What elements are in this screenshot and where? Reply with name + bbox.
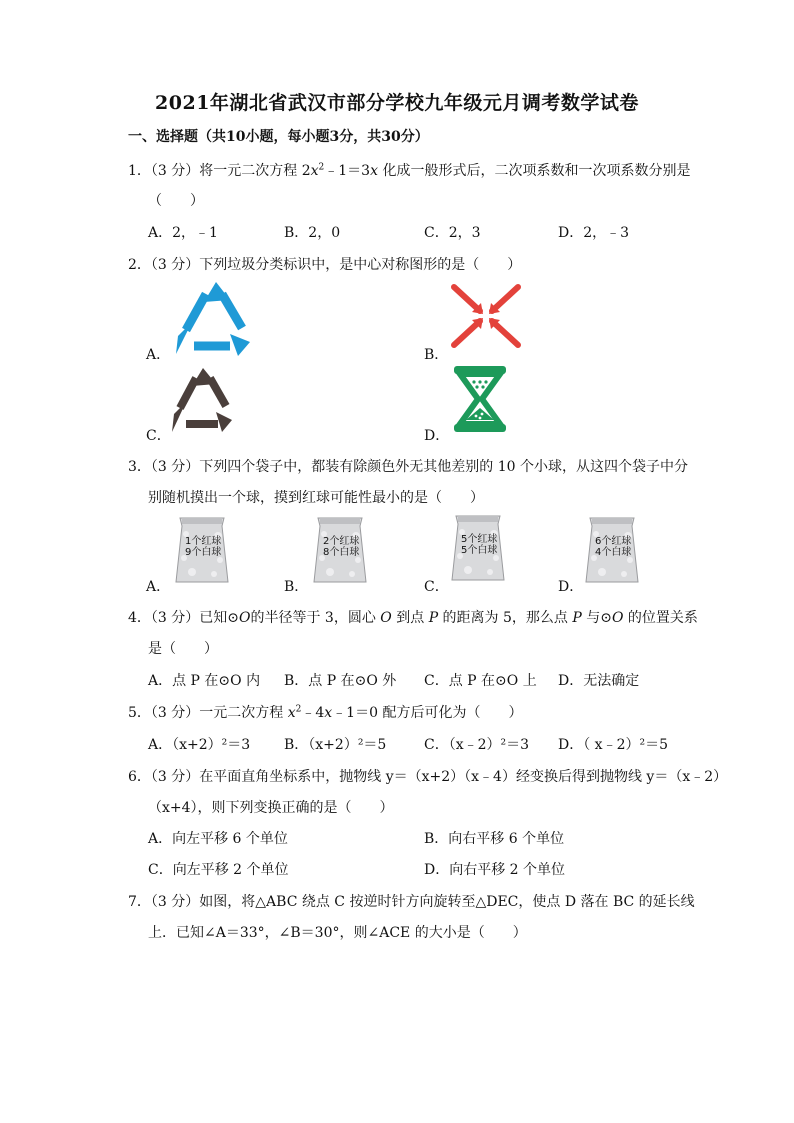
ball-bag-c (450, 512, 506, 584)
q2-option-b: B． (424, 347, 449, 363)
q3-stem: 3．（3 分）下列四个袋子中，都装有除颜色外无其他差别的 10 个小球，从这四个袋子中分 (128, 459, 688, 475)
bag-c-white-count: 5个白球 (461, 545, 498, 556)
q3-stem-cont: 别随机摸出一个球，摸到红球可能性最小的是（ ） (148, 490, 484, 506)
q6-option-c: C．向左平移 2 个单位 (148, 862, 289, 878)
q6-stem: 6．（3 分）在平面直角坐标系中，抛物线 y＝（x+2）（x﹣4）经变换后得到抛物线 y＝（x﹣2） (128, 769, 728, 785)
ball-bag-d (584, 514, 640, 586)
recycle-triangle-dark-icon (170, 366, 236, 434)
q1-option-a: A．2，﹣1 (148, 225, 218, 241)
converging-arrows-icon (450, 283, 522, 349)
q6-option-d: D．向右平移 2 个单位 (424, 862, 566, 878)
q1-stem: 1．（3 分）将一元二次方程 $2x^2﹣1=3x$ 化成一般形式后，二次项系数和一次项系数分别是 (128, 162, 691, 179)
bag-b-red-count: 2个红球 (323, 536, 360, 547)
ball-bag-a (174, 514, 230, 586)
q4-option-b: B．点 P 在⊙O 外 (284, 673, 397, 689)
q5-option-a: A．（x+2）²＝3 (148, 737, 251, 753)
recycle-triangle-icon (172, 280, 256, 356)
page-title: 2021年湖北省武汉市部分学校九年级元月调考数学试卷 (155, 92, 639, 114)
q4-stem: 4．（3 分）已知⊙O的半径等于 3，圆心 O 到点 P 的距离为 5，那么点 P 与⊙O 的位置关系 (128, 610, 698, 626)
bag-a-white-count: 9个白球 (185, 547, 222, 558)
q1-option-c: C．2，3 (424, 225, 481, 241)
q6-stem-cont: （x+4），则下列变换正确的是（ ） (148, 800, 394, 816)
q3-option-a: A． (146, 579, 171, 595)
q7-stem: 7．（3 分）如图，将△ABC 绕点 C 按逆时针方向旋转至△DEC，使点 D 落在 BC 的延长线 (128, 894, 695, 910)
q3-option-c: C． (424, 579, 449, 595)
q5-option-c: C．（x﹣2）²＝3 (424, 737, 530, 753)
q3-option-b: B． (284, 579, 309, 595)
q6-option-b: B．向右平移 6 个单位 (424, 831, 565, 847)
q2-option-d: D． (424, 428, 450, 444)
q4-option-c: C．点 P 在⊙O 上 (424, 673, 537, 689)
q1-option-b: B．2，0 (284, 225, 341, 241)
q4-option-d: D．无法确定 (558, 673, 640, 689)
q2-stem: 2．（3 分）下列垃圾分类标识中，是中心对称图形的是（ ） (128, 257, 522, 273)
q2-option-a: A． (146, 347, 171, 363)
q5-option-d: D．（ x﹣2）²＝5 (558, 737, 668, 753)
ball-bag-b (312, 514, 368, 586)
q2-option-c: C． (146, 428, 171, 444)
q7-stem-cont: 上．已知∠A＝33°，∠B＝30°，则∠ACE 的大小是（ ） (148, 925, 527, 941)
q5-option-b: B．（x+2）²＝5 (284, 737, 387, 753)
q6-option-a: A．向左平移 6 个单位 (148, 831, 288, 847)
q1-stem-cont: （ ） (148, 193, 204, 209)
bag-a-red-count: 1个红球 (185, 536, 222, 547)
hourglass-icon (452, 364, 508, 434)
q5-stem: 5．（3 分）一元二次方程 $x^2﹣4x﹣1=0$ 配方后可化为（ ） (128, 704, 523, 721)
bag-d-red-count: 6个红球 (595, 536, 632, 547)
bag-b-white-count: 8个白球 (323, 547, 360, 558)
q3-option-d: D． (558, 579, 584, 595)
q4-option-a: A．点 P 在⊙O 内 (148, 673, 261, 689)
section-heading: 一、选择题（共10小题，每小题3分，共30分） (128, 129, 429, 145)
q1-option-d: D．2，﹣3 (558, 225, 630, 241)
q4-stem-cont: 是（ ） (148, 641, 218, 657)
bag-d-white-count: 4个白球 (595, 547, 632, 558)
bag-c-red-count: 5个红球 (461, 534, 498, 545)
